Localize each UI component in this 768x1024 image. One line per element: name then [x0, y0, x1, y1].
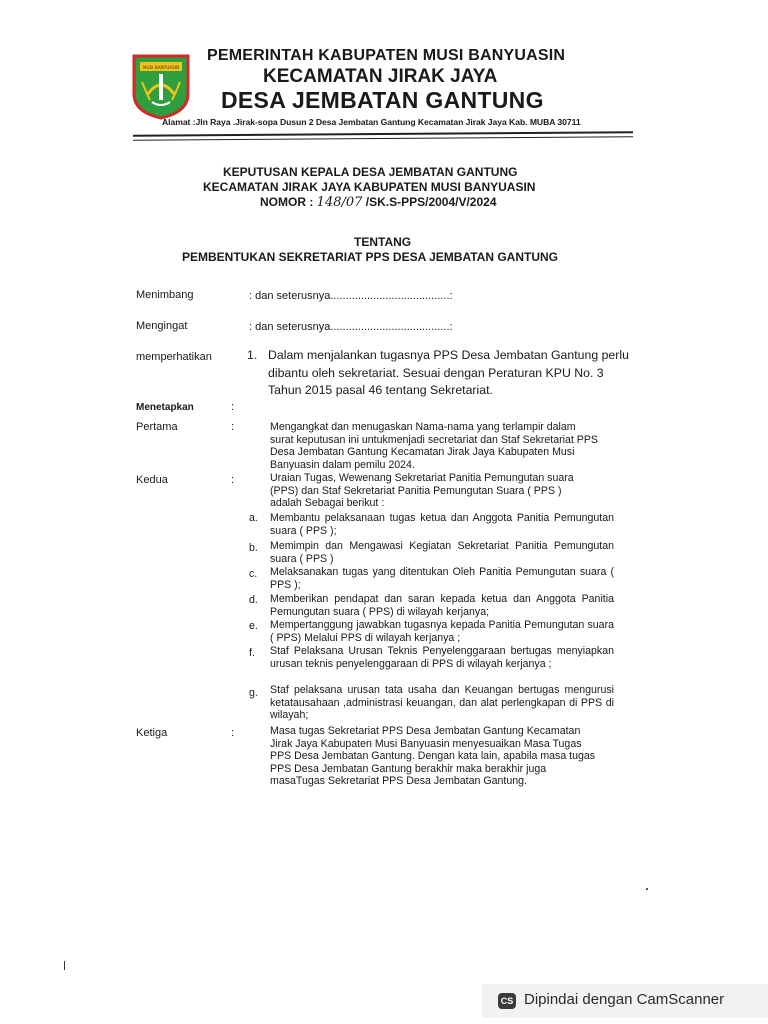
- kedua-line: (PPS) dan Staf Sekretariat Panitia Pemungutan Suara ( PPS ): [270, 484, 562, 497]
- letterhead-government: PEMERINTAH KABUPATEN MUSI BANYUASIN: [207, 47, 566, 64]
- pertama-colon: :: [231, 421, 235, 433]
- memperhatikan-label: memperhatikan: [136, 351, 212, 363]
- camscanner-icon: CS: [498, 993, 516, 1009]
- decree-subject: PEMBENTUKAN SEKRETARIAT PPS DESA JEMBATAN GANTUNG: [182, 250, 559, 264]
- ketiga-line: PPS Desa Jembatan Gantung berakhir maka berakhir juga: [270, 762, 547, 775]
- kedua-line: Uraian Tugas, Wewenang Sekretariat Panitia Pemungutan suara: [270, 472, 574, 484]
- task-marker: a.: [249, 512, 258, 524]
- logo-banner-text: MUSI BANYUASIN: [142, 65, 180, 70]
- mengingat-text: : dan seterusnya.......................................:: [249, 321, 453, 333]
- kedua-colon: :: [231, 474, 235, 486]
- letterhead-village: DESA JEMBATAN GANTUNG: [221, 87, 544, 113]
- task-marker: b.: [249, 542, 258, 554]
- ketiga-line: masaTugas Sekretariat PPS Desa Jembatan Gantung.: [270, 775, 527, 787]
- menetapkan-label: Menetapkan: [136, 402, 194, 413]
- task-marker: d.: [249, 594, 258, 606]
- memperhatikan-line: dibantu oleh sekretariat. Sesuai dengan Peraturan KPU No. 3: [268, 365, 604, 380]
- ketiga-line: Jirak Jaya Kabupaten Musi Banyuasin menyesuaikan Masa Tugas: [270, 737, 582, 750]
- kedua-task-list: [249, 512, 639, 722]
- task-text: Staf pelaksana urusan tata usaha dan Keuangan bertugas mengurusi ketatausahaan ,administrasi keuangan, dan alat perlengkapan di PPS di wilayah;: [270, 684, 614, 721]
- tentang-heading: TENTANG: [354, 235, 412, 249]
- task-text: Staf Pelaksana Urusan Teknis Penyelenggaraan bertugas menyiapkan urusan teknis penyelenggaraan di PPS di wilayah kerjanya ;: [270, 645, 614, 670]
- task-text: Memberikan pendapat dan saran kepada ketua dan Anggota Panitia Pemungutan suara ( PPS) di wilayah kerjanya;: [270, 593, 614, 618]
- letterhead-rule-thin: [133, 136, 633, 140]
- mengingat-label: Mengingat: [136, 320, 188, 332]
- task-marker: g.: [249, 687, 258, 699]
- kedua-label: Kedua: [136, 474, 168, 486]
- decree-title-2: KECAMATAN JIRAK JAYA KABUPATEN MUSI BANYUASIN: [203, 180, 536, 194]
- camscanner-label: Dipindai dengan CamScanner: [524, 991, 725, 1008]
- task-text: Memimpin dan Mengawasi Kegiatan Sekretariat Panitia Pemungutan suara ( PPS ): [270, 540, 614, 565]
- camscanner-watermark: [482, 984, 768, 1018]
- ketiga-line: PPS Desa Jembatan Gantung. Dengan kata lain, apabila masa tugas: [270, 750, 596, 762]
- menetapkan-colon: :: [231, 401, 235, 413]
- kedua-intro: [270, 472, 640, 510]
- scan-speck: [646, 888, 648, 890]
- pertama-label: Pertama: [136, 421, 178, 433]
- ketiga-colon: :: [231, 727, 235, 739]
- task-text: Mempertanggung jawabkan tugasnya kepada Panitia Pemungutan suara ( PPS) Melalui PPS di wilayah kerjanya ;: [270, 619, 614, 644]
- decree-number-handwritten: 148/07: [316, 195, 363, 210]
- decree-number-label: NOMOR :: [260, 195, 317, 209]
- ketiga-text: [270, 725, 640, 788]
- task-marker: f.: [249, 647, 255, 659]
- memperhatikan-number: 1.: [247, 348, 258, 362]
- memperhatikan-text: [268, 347, 648, 400]
- task-marker: e.: [249, 620, 258, 632]
- task-text: Membantu pelaksanaan tugas ketua dan Anggota Panitia Pemungutan suara ( PPS );: [270, 512, 614, 537]
- letterhead-address: Alamat :Jln Raya .Jirak-sopa Dusun 2 Desa Jembatan Gantung Kecamatan Jirak Jaya Kab. MUBA 30711: [162, 117, 581, 127]
- menimbang-label: Menimbang: [136, 289, 194, 301]
- pertama-line: Mengangkat dan menugaskan Nama-nama yang terlampir dalam: [270, 421, 576, 433]
- scan-mark: [64, 961, 65, 970]
- regency-logo: [130, 52, 192, 120]
- task-text: Melaksanakan tugas yang ditentukan Oleh Panitia Pemungutan suara ( PPS );: [270, 566, 614, 591]
- pertama-line: surat keputusan ini untukmenjadi secretariat dan Staf Sekretariat PPS: [270, 433, 598, 446]
- memperhatikan-line: Dalam menjalankan tugasnya PPS Desa Jembatan Gantung perlu: [268, 348, 629, 362]
- decree-number: [260, 195, 497, 210]
- ketiga-label: Ketiga: [136, 727, 168, 739]
- menimbang-text: : dan seterusnya.......................................:: [249, 290, 453, 302]
- pertama-line: Banyuasin dalam pemilu 2024.: [270, 458, 415, 471]
- pertama-text: [270, 421, 640, 471]
- letterhead-district: KECAMATAN JIRAK JAYA: [263, 66, 498, 87]
- ketiga-line: Masa tugas Sekretariat PPS Desa Jembatan Gantung Kecamatan: [270, 725, 581, 737]
- kedua-line: adalah Sebagai berikut :: [270, 497, 385, 509]
- decree-title-1: KEPUTUSAN KEPALA DESA JEMBATAN GANTUNG: [223, 165, 518, 179]
- memperhatikan-line: Tahun 2015 pasal 46 tentang Sekretariat.: [268, 383, 493, 397]
- pertama-line: Desa Jembatan Gantung Kecamatan Jirak Jaya Kabupaten Musi: [270, 446, 575, 458]
- decree-number-code: /SK.S-PPS/2004/V/2024: [362, 195, 497, 209]
- task-marker: c.: [249, 568, 258, 580]
